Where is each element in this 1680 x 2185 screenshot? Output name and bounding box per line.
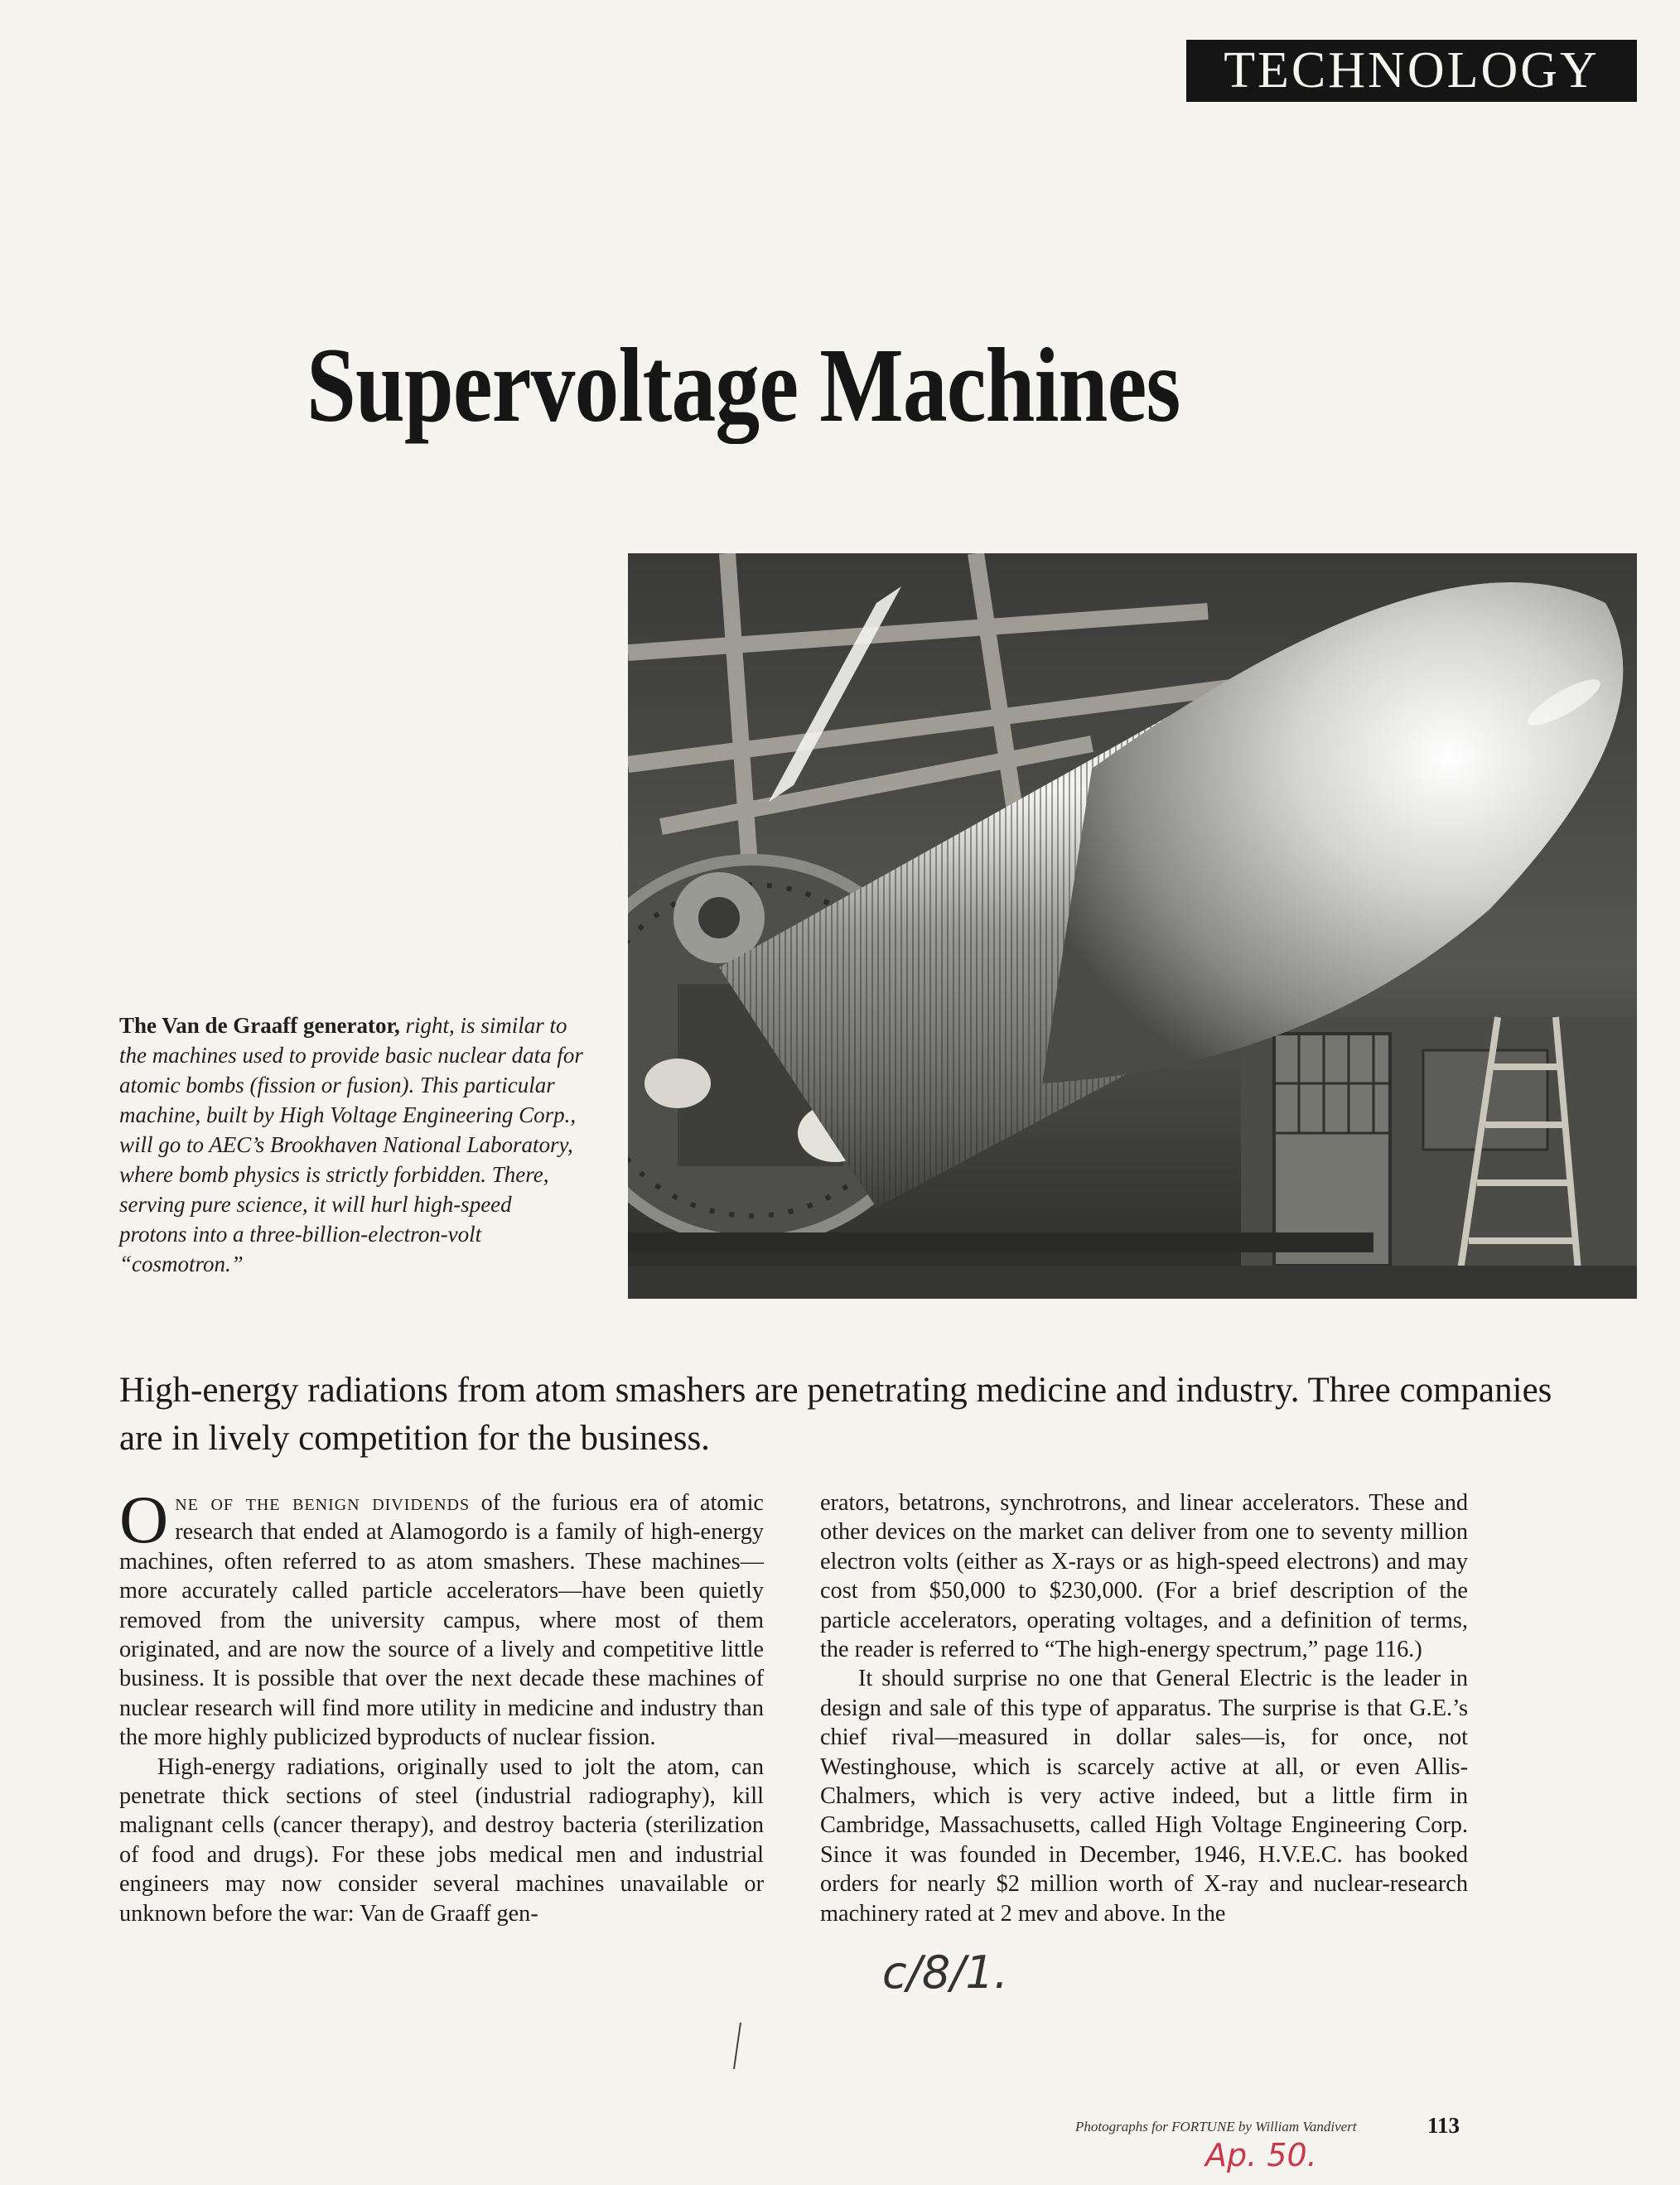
paragraph-text: of the furious era of atomic research that ended at Alamogordo is a family of high-energy machines, often referred to as atom smashers. These machines—more accurately called particle accelerators—have been quietly removed from the university campus, where most of them originated, and are now the source of a lively and competitive little business. It is possible that over the next decade these machines of nuclear research will find more utility in medicine and industry than the more highly publicized byproducts of nuclear fission. [119, 1490, 764, 1751]
article-paragraph: It should surprise no one that General Electric is the leader in design and sale of this type of apparatus. The surprise is that G.E.’s chief rival—measured in dollar sales—is, for once, not Westinghouse, which is scarcely active at all, or even Allis-Chalmers, which is very active indeed, but a little firm in Cambridge, Massachusetts, called High Voltage Engineering Corp. Since it was founded in December, 1946, H.V.E.C. has booked orders for nearly $2 million worth of X-ray and nuclear-research machinery rated at 2 mev and above. In the [820, 1666, 1468, 1927]
handwritten-ink-note: c/8/1. [882, 1946, 1008, 1999]
article-column-left [119, 1482, 764, 1928]
section-label: TECHNOLOGY [1186, 40, 1637, 102]
caption-body: right, is similar to the machines used to provide basic nuclear data for atomic bombs (fission or fusion). This particular machine, built by High Voltage Engineering Corp., will go to AEC’s Brookhaven National Laboratory, where bomb physics is strictly forbidden. There, serving pure science, it will hurl high-speed protons into a three-billion-electron-volt “cosmotron.” [119, 1013, 583, 1276]
article-deck: High-energy radiations from atom smashers are penetrating medicine and industry. Three companies are in lively competition for the business. [119, 1371, 1552, 1458]
small-caps-lead: ne of the benign dividends [175, 1490, 471, 1516]
drop-cap: O [119, 1482, 169, 1557]
photo-credit: Photographs for FORTUNE by William Vandivert [1075, 2119, 1357, 2134]
article-paragraph: erators, betatrons, synchrotrons, and linear accelerators. These and other devices on the market can deliver from one to seventy million electron volts (either as X-rays or as high-speed electrons) and may cost from $50,000 to $230,000. (For a brief description of the particle accelerators, operating voltages, and a definition of terms, the reader is referred to “The high-energy spectrum,” page 116.) [820, 1490, 1468, 1663]
photo-caption [119, 1011, 583, 1279]
van-de-graaff-generator-photo-icon [628, 553, 1637, 1299]
handwritten-red-note: Ap. 50. [1205, 2137, 1317, 2173]
page-number: 113 [1427, 2113, 1460, 2138]
article-paragraph [119, 1482, 764, 1753]
article-column-right [820, 1488, 1468, 1928]
pencil-stroke-icon [729, 2021, 746, 2071]
caption-lead: The Van de Graaff generator, [119, 1013, 400, 1038]
article-title: Supervoltage Machines [307, 326, 1180, 444]
van-de-graaff-photo [628, 553, 1637, 1299]
article-paragraph: High-energy radiations, originally used to jolt the atom, can penetrate thick sections of steel (industrial radiography), kill malignant cells (cancer therapy), and destroy bacteria (sterilization of food and drugs). For these jobs medical men and industrial engineers may now consider several machines unavailable or unknown before the war: Van de Graaff gen- [119, 1753, 764, 1927]
